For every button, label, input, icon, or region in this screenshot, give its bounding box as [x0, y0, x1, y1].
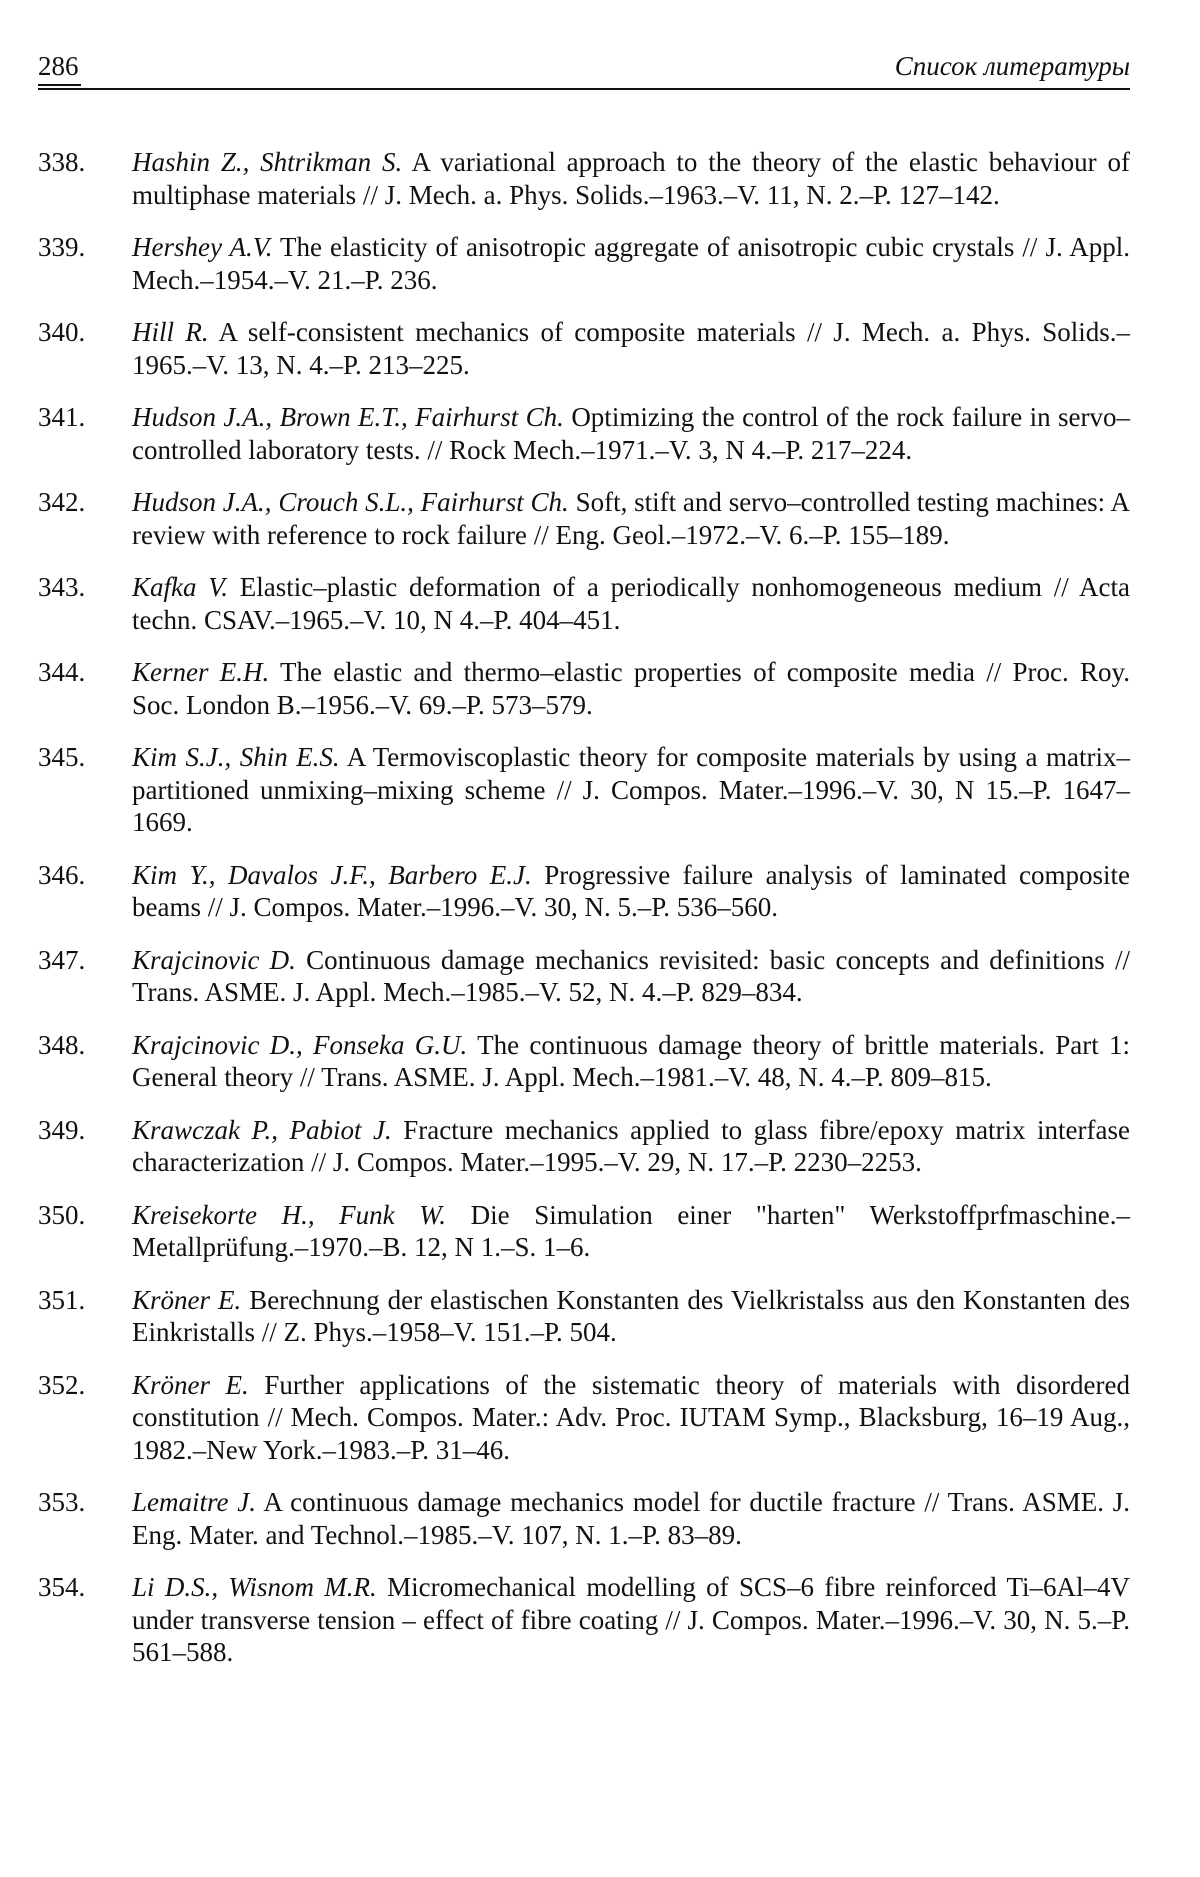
reference-text: A self-consistent mechanics of composite materials // J. Mech. a. Phys. Solids.–1965.–V. 13, N. 4.–P. 213–225. [132, 317, 1130, 380]
reference-number: 352. [38, 1369, 86, 1400]
reference-text: The elasticity of anisotropic aggregate of anisotropic cubic crystals // J. Appl. Mech.–1954.–V. 21.–P. 236. [132, 232, 1130, 295]
reference-text: Die Simulation einer "harten" Werkstoffprfmaschine.–Metallprüfung.–1970.–B. 12, N 1.–S. 1–6. [132, 1199, 1130, 1262]
reference-number: 343. [38, 572, 86, 602]
reference-number: 341. [38, 402, 86, 432]
page-header [38, 46, 1130, 90]
reference-authors: Kim Y., Davalos J.F., Barbero E.J. [132, 859, 532, 890]
reference-text: Fracture mechanics applied to glass fibre/epoxy matrix interfase characterization // J. Compos. Mater.–1995.–V. 29, N. 17.–P. 2230–2253. [132, 1114, 1130, 1177]
reference-text: A variational approach to the theory of the elastic behaviour of multiphase materials // J. Mech. a. Phys. Solids.–1963.–V. 11, N. 2.–P. 127–142. [132, 147, 1130, 210]
reference-text: A Termoviscoplastic theory for composite materials by using a matrix–partitioned unmixing–mixing scheme // J. Compos. Mater.–1996.–V. 30, N 15.–P. 1647–1669. [132, 742, 1130, 837]
reference-item [38, 944, 1130, 1009]
reference-item [38, 1199, 1130, 1264]
reference-text: Micromechanical modelling of SCS–6 fibre reinforced Ti–6Al–4V under transverse tension – effect of fibre coating // J. Compos. Mater.–1996.–V. 30, N. 5.–P. 561–588. [132, 1572, 1130, 1667]
reference-text: Further applications of the sistematic theory of materials with disordered constitution // Mech. Compos. Mater.: Adv. Proc. IUTAM Symp., Blacksburg, 16–19 Aug., 1982.–New York.–1983.–P. 31–46. [132, 1369, 1130, 1465]
reference-item [38, 231, 1130, 296]
reference-authors: Hill R. [132, 317, 209, 347]
page-number: 286 [38, 51, 79, 81]
reference-authors: Hudson J.A., Crouch S.L., Fairhurst Ch. [132, 487, 569, 517]
reference-text: Progressive failure analysis of laminated composite beams // J. Compos. Mater.–1996.–V. 30, N. 5.–P. 536–560. [132, 859, 1131, 922]
reference-number: 339. [38, 232, 86, 262]
reference-item [38, 741, 1130, 839]
reference-authors: Li D.S., Wisnom M.R. [132, 1572, 377, 1602]
reference-number: 347. [38, 944, 86, 975]
reference-authors: Kröner E. [132, 1284, 242, 1315]
reference-number: 348. [38, 1029, 86, 1060]
reference-number: 349. [38, 1114, 86, 1145]
reference-item [38, 486, 1130, 551]
reference-authors: Kreisekorte H., Funk W. [132, 1199, 447, 1230]
reference-authors: Hershey A.V. [132, 232, 273, 262]
reference-text: The elastic and thermo–elastic properties of composite media // Proc. Roy. Soc. London B.–1956.–V. 69.–P. 573–579. [132, 657, 1130, 720]
reference-text: Elastic–plastic deformation of a periodically nonhomogeneous medium // Acta techn. CSAV.–1965.–V. 10, N 4.–P. 404–451. [132, 572, 1131, 635]
reference-authors: Kerner E.H. [132, 657, 270, 687]
reference-item [38, 1114, 1130, 1179]
reference-number: 351. [38, 1284, 86, 1315]
reference-number: 350. [38, 1199, 86, 1230]
reference-authors: Kim S.J., Shin E.S. [132, 742, 340, 772]
reference-number: 354. [38, 1572, 86, 1602]
reference-authors: Kröner E. [132, 1369, 249, 1400]
running-title: Список литературы [894, 51, 1130, 81]
reference-item [38, 401, 1130, 466]
reference-item [38, 571, 1130, 636]
reference-number: 338. [38, 147, 86, 177]
reference-item [38, 316, 1130, 381]
reference-authors: Krawczak P., Pabiot J. [132, 1114, 392, 1145]
reference-authors: Krajcinovic D. [132, 944, 296, 975]
reference-text: Soft, stift and servo–controlled testing machines: A review with reference to rock failure // Eng. Geol.–1972.–V. 6.–P. 155–189. [132, 487, 1130, 550]
reference-number: 342. [38, 487, 86, 517]
reference-item [38, 146, 1130, 211]
reference-item [38, 1571, 1130, 1669]
reference-item [38, 1284, 1130, 1349]
reference-item [38, 1486, 1130, 1551]
reference-text: Berechnung der elastischen Konstanten des Vielkristalss aus den Konstanten des Einkristalls // Z. Phys.–1958–V. 151.–P. 504. [132, 1284, 1131, 1347]
reference-authors: Krajcinovic D., Fonseka G.U. [132, 1029, 468, 1060]
reference-text: Continuous damage mechanics revisited: basic concepts and definitions // Trans. ASME. J. Appl. Mech.–1985.–V. 52, N. 4.–P. 829–834. [132, 944, 1130, 1007]
reference-authors: Kafka V. [132, 572, 229, 602]
reference-number: 345. [38, 742, 86, 772]
reference-number: 346. [38, 859, 86, 890]
reference-item [38, 859, 1130, 924]
reference-item [38, 656, 1130, 721]
reference-item [38, 1029, 1130, 1094]
reference-item [38, 1369, 1130, 1467]
reference-text: The continuous damage theory of brittle materials. Part 1: General theory // Trans. ASME. J. Appl. Mech.–1981.–V. 48, N. 4.–P. 809–815. [132, 1029, 1131, 1092]
reference-authors: Hudson J.A., Brown E.T., Fairhurst Ch. [132, 402, 564, 432]
reference-list [38, 146, 1130, 1689]
reference-authors: Lemaitre J. [132, 1487, 257, 1517]
reference-text: A continuous damage mechanics model for ductile fracture // Trans. ASME. J. Eng. Mater. and Technol.–1985.–V. 107, N. 1.–P. 83–89. [132, 1487, 1130, 1550]
reference-text: Optimizing the control of the rock failure in servo–controlled laboratory tests. // Rock Mech.–1971.–V. 3, N 4.–P. 217–224. [132, 402, 1131, 465]
reference-number: 344. [38, 657, 86, 687]
reference-number: 353. [38, 1487, 86, 1517]
reference-authors: Hashin Z., Shtrikman S. [132, 147, 403, 177]
reference-number: 340. [38, 317, 86, 347]
